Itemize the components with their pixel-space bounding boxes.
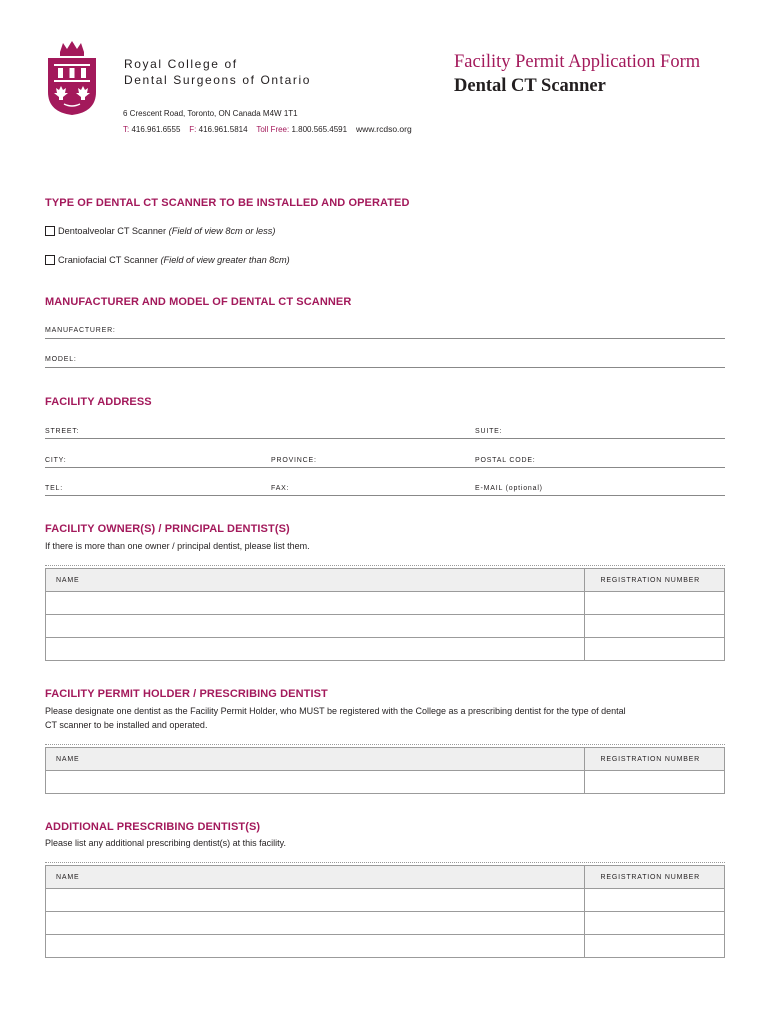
dentoalveolar-label: Dentoalveolar CT Scanner [58,226,167,236]
city-label: CITY: [45,457,67,464]
org-name-line1: Royal College of [124,57,238,71]
holder-instruction-line2: CT scanner to be installed and operated. [45,720,208,730]
postal-code-label: POSTAL CODE: [475,457,536,464]
additional-registration-cell[interactable] [585,889,725,912]
suite-label: SUITE: [475,428,503,435]
owner-registration-cell[interactable] [585,592,725,615]
additional-name-cell[interactable] [46,912,585,935]
holder-instruction [45,704,626,732]
owner-registration-cell[interactable] [585,638,725,661]
holder-table [45,747,725,794]
option-craniofacial[interactable] [45,255,290,265]
fax-value: 416.961.5814 [198,125,248,134]
owners-table [45,568,725,661]
org-address: 6 Crescent Road, Toronto, ON Canada M4W 1T1 [123,109,298,118]
owner-name-cell[interactable] [46,615,585,638]
option-dentoalveolar[interactable] [45,226,275,236]
divider [45,862,725,863]
fax-label: F: [189,125,197,134]
holder-instruction-line1: Please designate one dentist as the Facility Permit Holder, who MUST be registered with the College as a prescribing dentist for the type of dental [45,706,626,716]
street-suite-input[interactable] [45,438,725,439]
additional-name-cell[interactable] [46,935,585,958]
tel-field-label: TEL: [45,485,63,492]
model-input[interactable] [45,367,725,368]
name-column-header: NAME [46,569,585,592]
website-link[interactable]: www.rcdso.org [355,124,412,134]
manufacturer-input[interactable] [45,338,725,339]
dentoalveolar-checkbox[interactable] [45,226,55,236]
tel-label: T: [123,125,130,134]
form-subtitle: Dental CT Scanner [454,76,606,96]
name-column-header: NAME [46,866,585,889]
divider [45,565,725,566]
address-section-heading: FACILITY ADDRESS [45,396,152,408]
organization-name [124,56,311,88]
email-field-label: E-MAIL (optional) [475,485,543,492]
table-header-row [46,569,725,592]
table-row [46,592,725,615]
city-province-postal-input[interactable] [45,467,725,468]
manufacturer-label: MANUFACTURER: [45,327,116,334]
additional-section-heading: ADDITIONAL PRESCRIBING DENTIST(S) [45,821,261,833]
table-row [46,638,725,661]
table-row [46,935,725,958]
holder-section-heading: FACILITY PERMIT HOLDER / PRESCRIBING DENTIST [45,688,328,700]
craniofacial-checkbox[interactable] [45,255,55,265]
model-label: MODEL: [45,356,77,363]
craniofacial-note: (Field of view greater than 8cm) [160,255,290,265]
holder-registration-cell[interactable] [585,771,725,794]
registration-column-header: REGISTRATION NUMBER [585,569,725,592]
divider [45,744,725,745]
tel-value: 416.961.6555 [131,125,181,134]
manufacturer-section-heading: MANUFACTURER AND MODEL OF DENTAL CT SCANNER [45,296,352,308]
owners-instruction: If there is more than one owner / principal dentist, please list them. [45,541,310,551]
table-header-row [46,866,725,889]
table-header-row [46,748,725,771]
tel-fax-email-input[interactable] [45,495,725,496]
org-contact-line [123,124,412,134]
type-section-heading: TYPE OF DENTAL CT SCANNER TO BE INSTALLED AND OPERATED [45,197,410,209]
fax-field-label: FAX: [271,485,290,492]
registration-column-header: REGISTRATION NUMBER [585,866,725,889]
registration-column-header: REGISTRATION NUMBER [585,748,725,771]
form-title: Facility Permit Application Form [454,52,701,72]
province-label: PROVINCE: [271,457,317,464]
org-name-line2: Dental Surgeons of Ontario [124,73,312,87]
table-row [46,771,725,794]
owner-name-cell[interactable] [46,592,585,615]
street-label: STREET: [45,428,80,435]
additional-registration-cell[interactable] [585,935,725,958]
owners-section-heading: FACILITY OWNER(S) / PRINCIPAL DENTIST(S) [45,523,290,535]
owner-name-cell[interactable] [46,638,585,661]
additional-registration-cell[interactable] [585,912,725,935]
table-row [46,912,725,935]
additional-table [45,865,725,958]
tollfree-value: 1.800.565.4591 [291,125,348,134]
table-row [46,889,725,912]
holder-name-cell[interactable] [46,771,585,794]
tollfree-label: Toll Free: [256,125,290,134]
table-row [46,615,725,638]
additional-name-cell[interactable] [46,889,585,912]
owner-registration-cell[interactable] [585,615,725,638]
craniofacial-label: Craniofacial CT Scanner [58,255,158,265]
dentoalveolar-note: (Field of view 8cm or less) [168,226,276,236]
rcdso-crest-logo [46,40,98,116]
name-column-header: NAME [46,748,585,771]
additional-instruction: Please list any additional prescribing dentist(s) at this facility. [45,838,286,848]
